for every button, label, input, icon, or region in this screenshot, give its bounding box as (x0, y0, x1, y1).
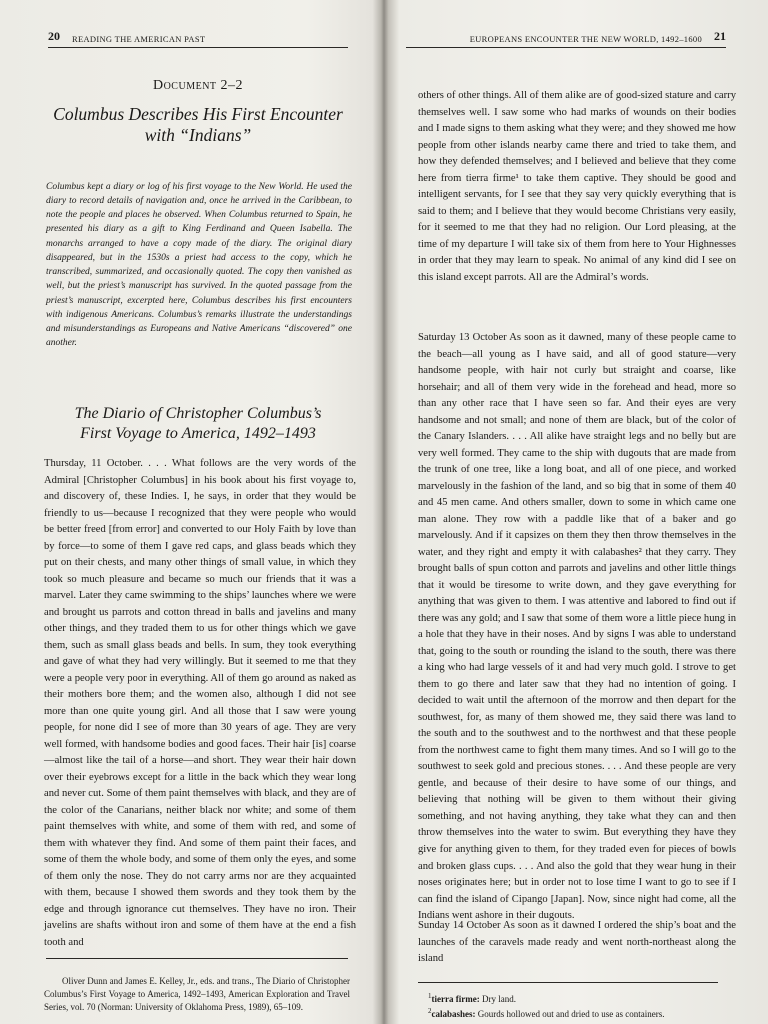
footnote-2-marker: 2 (428, 1007, 432, 1015)
footnote-2 (428, 1007, 664, 1019)
document-label: Document 2–2 (152, 78, 244, 93)
document-title-line-2: with “Indians” (144, 125, 252, 146)
left-running-head (48, 26, 348, 48)
right-paragraph-3: Sunday 14 October As soon as it dawned I ordered the ship’s boat and the launches of the caravels made ready and went north-northeast along the island (418, 920, 736, 965)
right-footnote-rule (418, 982, 718, 983)
footnote-1 (428, 992, 516, 1004)
source-citation: Oliver Dunn and James E. Kelley, Jr., eds. and trans., The Diario of Christopher Columbus’s First Voyage to America, 1492–1493, American Exploration and Travel Series, vol. 70 (Norman: University of Oklahoma Press, 1989), 65–109. (44, 976, 350, 1013)
left-footnote-rule (46, 958, 348, 959)
right-running-head-text: EUROPEANS ENCOUNTER THE NEW WORLD, 1492–1600 (469, 34, 702, 44)
right-paragraph-1: others of other things. All of them alike are of good-sized stature and carry themselves well. I saw some who had marks of wounds on their bodies and I made signs to them asking what they were; and they showed me how people from other islands nearby came there and tried to take them, and how they defended themselves; and I believed and believe that they come here from tierra firme¹ to take them captive. They should be good and intelligent servants, for I see that they say very quickly everything that is said to them; and I believe that they would become Christians very easily, for it seemed to me that they had no religion. Our Lord pleasing, at the time of my departure I will take six of them from here to Your Highnesses in order that they may learn to speak. No animal of any kind did I see on this island except parrots. All are the Admiral’s words. (418, 90, 736, 283)
section-title-line-1: The Diario of Christopher Columbus’s (74, 405, 322, 422)
footnote-2-text: Gourds hollowed out and dried to use as containers. (477, 1009, 665, 1019)
right-page (388, 0, 768, 1024)
left-page (0, 0, 378, 1024)
right-paragraph-2: Saturday 13 October As soon as it dawned, many of these people came to the beach—all young as I have said, and all of good stature—very handsome people, with hair not curly but straight and coarse, like horsehair; and all of them very wide in the forehead and head, more so than any other race that I have seen so far. And their eyes are very handsome and not small; and none of them are black, but of the color of the Canary Islanders. . . . All alike have straight legs and no belly but are very well formed. They came to the ship with dugouts that are made from the trunk of one tree, like a long boat, and all of one piece, and worked marvelously in the fashion of the land, and so big that in some of them 40 and 45 men came. And others smaller, down to some in which came one man alone. They row with a paddle like that of a baker and go marvelously. And if it capsizes on them they then throw themselves in the water, and they right and empty it with calabashes² that they carry. They brought balls of spun cotton and parrots and javelins and other little things that it would be tiresome to write down, and they gave everything for anything that was given to them. I was attentive and labored to find out if there was any gold; and I saw that some of them wore a little piece hung in a hole that they have in their noses. And by signs I was able to understand that, going to the south or rounding the island to the south, there was there a king who had large vessels of it and had very much gold. I strove to get them to go there and later saw that they had no intention of going. I decided to wait until the afternoon of the morrow and then depart for the southwest, for, as many of them showed me, they said there was land to the south and to the southwest and to the northwest and that these people from the northwest came to fight them many times. And so I will go to the southwest to seek gold and precious stones. . . . And these people are very gentle, and because of their desire to have some of our things, and believing that nothing will be given to them without their giving something, and not having anything, they take what they can and then throw themselves into the water to swim. But everything they have they give for anything given to them, for they traded even for pieces of bowls and broken glass cups. . . . And also the gold that they wear hung in their noses originates here; but in order not to lose time I want to go to see if I can find the island of Cipango [Japan]. Now, since night had come, all the Indians went ashore in their dugouts. (418, 332, 736, 922)
footnote-1-text: Dry land. (481, 994, 516, 1004)
footnote-1-marker: 1 (428, 992, 432, 1000)
document-title (48, 104, 348, 147)
right-page-number: 21 (714, 29, 726, 43)
right-running-head (406, 26, 726, 48)
section-title-line-2: First Voyage to America, 1492–1493 (80, 425, 316, 443)
left-page-number: 20 (48, 29, 60, 43)
section-title (48, 404, 348, 445)
footnote-1-term: tierra firme: (431, 994, 480, 1004)
left-body-text: Thursday, 11 October. . . . What follows are the very words of the Admiral [Christopher Columbus] in his book about his first voyage to, and discovery of, these Indies. I, he says, in order that they would be friendly to us—because I recognized that they were people who would be better freed [from error] and converted to our Holy Faith by love than by force—to some of them I gave red caps, and glass beads which they put on their chests, and many other things of small value, in which they took so much pleasure and became so much our friends that it was a marvel. Later they came swimming to the ships’ launches where we were and brought us parrots and cotton thread in balls and javelins and many other things, and they traded them to us for other things which we gave them, such as small glass beads and bells. In sum, they took everything and gave of what they had very willingly. But it seemed to me that they were a people very poor in everything. All of them go around as naked as their mothers bore them; and the women also, although I did not see more than one quite young girl. And all those that I saw were young people, for none did I see of more than 30 years of age. They are very well formed, with handsome bodies and good faces. Their hair [is] coarse—almost like the tail of a horse—and short. They wear their hair down over their eyebrows except for a little in the back which they wear long and never cut. Some of them paint themselves with black, and they are of the color of the Canarians, neither black nor white; and some of them paint themselves with white, and some of them with red, and some of them with whatever they find. And some of them paint their faces, and some of them the whole body, and some of them only the eyes, and some of them only the nose. They do not carry arms nor are they acquainted with them, because I showed them swords and they took them by the edge and through ignorance cut themselves. They have no iron. Their javelins are shafts without iron and some of them have at the end a fish tooth and (44, 458, 356, 948)
left-running-head-text: READING THE AMERICAN PAST (72, 34, 206, 44)
document-title-line-1: Columbus Describes His First Encounter (53, 104, 343, 124)
footnote-2-term: calabashes: (431, 1009, 476, 1019)
document-intro: Columbus kept a diary or log of his first voyage to the New World. He used the diary to record details of navigation and, once he arrived in the Caribbean, to note the people and places he observed. When Columbus returned to Spain, he presented his diary as a gift to King Ferdinand and Queen Isabella. The monarchs arranged to have a copy made of the diary. The original diary disappeared, but in the 1530s a priest had access to the copy, which he transcribed, summarized, and occasionally quoted. The copy then vanished as well, but the priest’s manuscript has survived. In the quoted passage from the priest’s manuscript, excerpted here, Columbus describes his first encounters with indigenous Americans. Columbus’s remarks illustrate the understandings and misunderstandings as Europeans and Native Americans “discovered” one another. (46, 181, 352, 349)
